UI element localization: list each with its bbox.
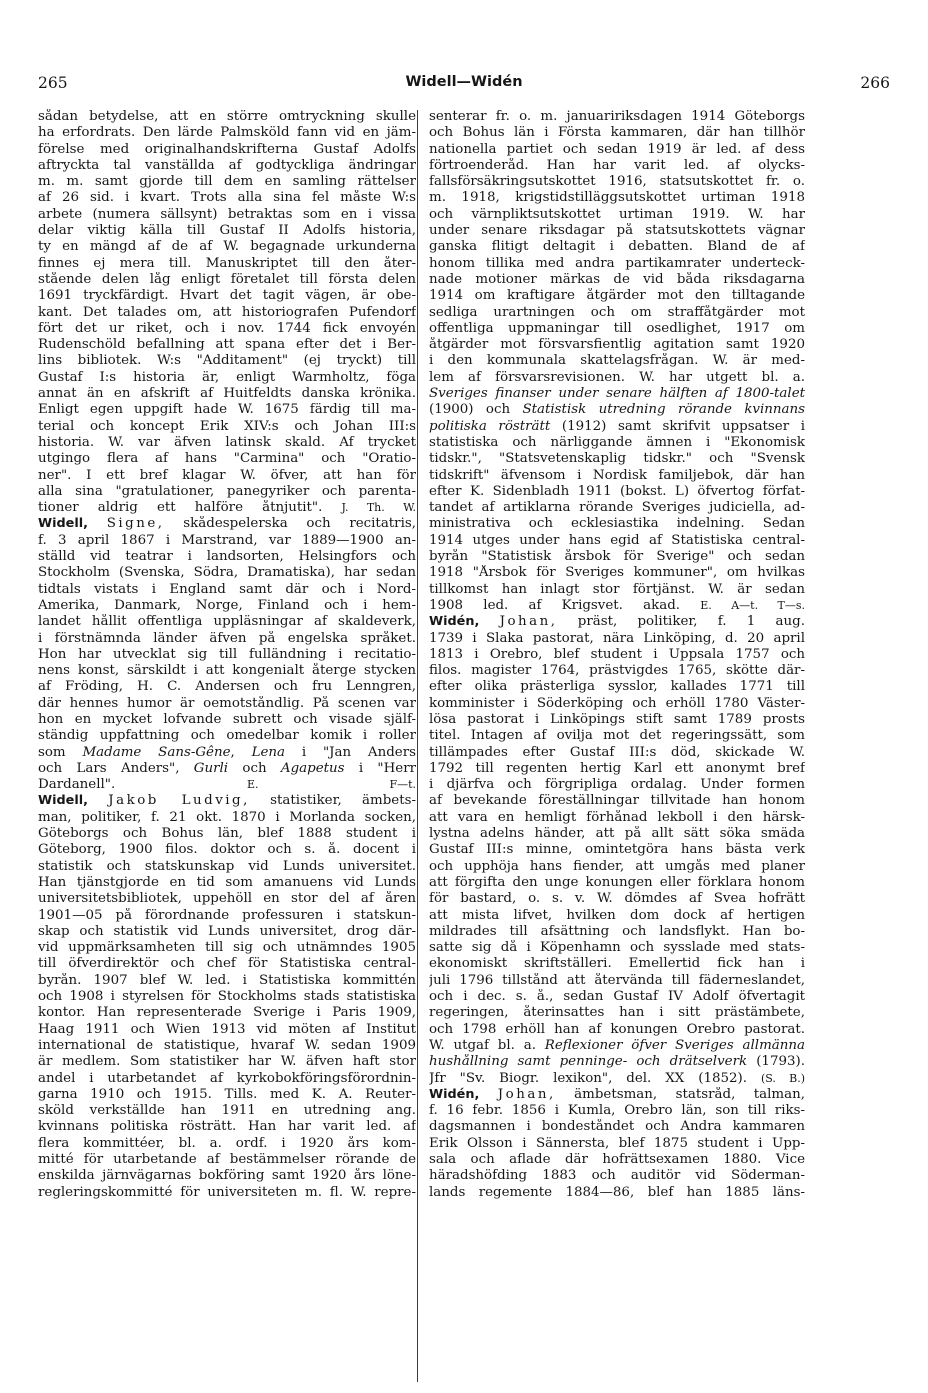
text-fragment: 1908 led. af Krigsvet. akad. (429, 597, 681, 613)
text-line: och i dec. s. å., sedan Gustaf IV Adolf öfvertagit (429, 989, 805, 1005)
italic-text: Sveriges finanser under senare hälften af 1800-talet (429, 386, 805, 402)
text-line: honom tillika med andra partikamrater underteck- (429, 255, 805, 271)
text-line: af 26 sid. i kvart. Trots alla sina fel måste W:s (38, 190, 416, 206)
text-line: landet hållit offentliga uppläsningar af skaldeverk, (38, 614, 416, 630)
page-number-left: 265 (38, 74, 68, 92)
text-line: delar viktig källa till Gustaf II Adolfs historia, (38, 223, 416, 239)
headword: Widell, (38, 516, 88, 532)
text-line: Rudenschöld befallning att spana efter det i Ber- (38, 337, 416, 353)
text-line: sådan betydelse, att en större omtryckning skulle (38, 109, 416, 124)
text-line: regeringen, återinsattes han i sitt prästämbete, (429, 1005, 805, 1021)
text-line: byrån "Statistisk årsbok för Sverige" och sedan (429, 549, 805, 565)
text-line: Gustaf III:s minne, omintetgöra hans bästa verk (429, 842, 805, 858)
text-line: ständig uppfattning och omedelbar komik i roller (38, 728, 416, 744)
text-line: 1914 om kraftigare åtgärder mot den tilltagande (429, 288, 805, 304)
entry-first-line: Widén, Johan, ämbetsman, statsråd, talman, (429, 1086, 805, 1102)
text-line: att vara en hemligt förhånad lekboll i den härsk- (429, 809, 805, 825)
text-line: efter olika prästerliga sysslor, kallades 1771 till (429, 679, 805, 695)
text-fragment: tioner aldrig ett halföre åtnjutit". (38, 500, 323, 516)
text-line: mitté för utarbetande af bestämmelser rörande de (38, 1152, 416, 1167)
text-line: aftryckta tal vanställda af godtyckliga ändringar (38, 157, 416, 173)
text-line: Erik Olsson i Sännersta, blef 1875 student i Upp- (429, 1135, 805, 1151)
text-line: till öfverdirektör och chef för Statistiska central- (38, 956, 416, 972)
headword: Widén, (429, 1086, 480, 1102)
text-line: kvinnans politiska rösträtt. Han har varit led. af (38, 1119, 416, 1135)
text-line: i djärfva och förgripliga ordalag. Under formen (429, 777, 805, 793)
text-line: vid uppmärksamheten till sig och utnämndes 1905 (38, 940, 416, 956)
text-line: m. m. samt gjorde till dem en samling rättelser (38, 174, 416, 190)
text-line: tidskrift" äfvensom i Nordisk familjebok, där han (429, 467, 805, 483)
author-signature: E. F—t. (246, 778, 416, 792)
text-line: man, politiker, f. 21 okt. 1870 i Morlanda socken, (38, 809, 416, 825)
headword-given-name: Johan, (499, 614, 558, 630)
text-line: fallsförsäkringsutskottet 1916, statsutskottet fr. o. (429, 174, 805, 190)
text-line: m. 1918, krigstidstilläggsutskottet urtiman 1918 (429, 190, 805, 206)
text-line: tandet af artiklarna rörande Sveriges judiciella, ad- (429, 500, 805, 516)
text-fragment: Dardanell". (38, 777, 116, 793)
headword: Widén, (429, 614, 480, 630)
text-line: finnes ej mera till. Manuskriptet till den åter- (38, 255, 416, 271)
text-line: stående delen låg enligt företalet till första delen (38, 271, 416, 287)
author-signature: E. A—t. T—s. (700, 598, 805, 612)
text-line-italic-titles: (1900) och Statistisk utredning rörande kvinnans (429, 402, 805, 418)
text-line: international de statistique, hvaraf W. sedan 1909 (38, 1037, 416, 1053)
text-line: lem af försvarsrevisionen. W. har utgett bl. a. (429, 369, 805, 385)
text-line: åtgärder mot försvarsfientlig agitation samt 1920 (429, 337, 805, 353)
text-line: f. 3 april 1867 i Marstrand, var 1889—1900 an- (38, 532, 416, 548)
text-line: historia. W. var äfven latinsk skald. Af trycket (38, 434, 416, 450)
text-line: förelse med originalhandskrifterna Gustaf Adolfs (38, 141, 416, 157)
text-line: ekonomiskt skriftställeri. Emellertid fick han i (429, 956, 805, 972)
text-line-italic-titles: politiska rösträtt (1912) samt skrifvit uppsatser i (429, 418, 805, 434)
text-line: och upphöja hans fiender, att umgås med planer (429, 858, 805, 874)
text-line: senterar fr. o. m. januaririksdagen 1914 Göteborgs (429, 109, 805, 124)
text-line: 1691 tryckfärdigt. Hvart det tagit vägen, är obe- (38, 288, 416, 304)
text-line: skap och statistik vid Lunds universitet, drog där- (38, 923, 416, 939)
text-line: lands regemente 1884—86, blef han 1885 läns- (429, 1184, 805, 1200)
headword-given-name: Johan, (497, 1086, 556, 1102)
headword-given-name: Jakob Ludvig, (108, 793, 250, 809)
text-line: statistik och statskunskap vid Lunds universitet. (38, 858, 416, 874)
text-line: ner". I ett bref klagar W. öfver, att han för (38, 467, 416, 483)
text-line: och värnpliktsutskottet urtiman 1919. W. har (429, 206, 805, 222)
text-line: och 1798 erhöll han af konungen Örebro pastorat. (429, 1021, 805, 1037)
text-line: kontor. Han representerade Sverige i Paris 1909, (38, 1005, 416, 1021)
text-line: Stockholm (Svenska, Södra, Dramatiska), har sedan (38, 565, 416, 581)
text-line: 1813 i Örebro, blef student i Uppsala 1757 och (429, 646, 805, 662)
text-line-italic-title (429, 386, 805, 402)
text-line: lystna adelns händer, att på allt sätt söka smäda (429, 826, 805, 842)
page-number-right: 266 (860, 74, 890, 92)
text-line: 1918 "Årsbok för Sveriges kommuner", om hvilkas (429, 565, 805, 581)
text-line: komminister i Söderköping och erhöll 1780 Väster- (429, 695, 805, 711)
text-line: statistiska och närliggande ämnen i "Ekonomisk (429, 434, 805, 450)
text-line: för bastard, o. s. v. W. dömdes af Svea hofrätt (429, 891, 805, 907)
text-line: sedliga urartningen och om straffåtgärder mot (429, 304, 805, 320)
entry-first-line: Widell, Signe, skådespelerska och recitatris, (38, 516, 416, 532)
text-line: f. 16 febr. 1856 i Kumla, Örebro län, son till riks- (429, 1103, 805, 1119)
left-column (38, 109, 416, 1201)
text-line: och 1908 i styrelsen för Stockholms stads statistiska (38, 989, 416, 1005)
text-line: juli 1796 tillstånd att återvända till fäderneslandet, (429, 972, 805, 988)
text-line-with-signature (429, 598, 805, 614)
text-line-italic-titles: och Lars Anders", Gurli och Agapetus i "Herr (38, 760, 416, 776)
text-line-with-signature (429, 1071, 805, 1087)
text-line: 1914 utges under hans egid af Statistiska central- (429, 532, 805, 548)
running-title: Widell—Widén (405, 74, 523, 90)
text-line: ministrativa och ecklesiastika indelning. Sedan (429, 516, 805, 532)
text-line: enskilda järnvägarnas bokföring samt 1920 års löne- (38, 1168, 416, 1184)
text-line: alla sina "gratulationer, panegyriker och parenta- (38, 483, 416, 499)
text-line: filos. magister 1764, prästvigdes 1765, skötte där- (429, 663, 805, 679)
author-signature: J. Th. W. (341, 501, 416, 515)
text-fragment: Jfr "Sv. Biogr. lexikon", del. XX (1852). (429, 1070, 748, 1086)
text-line-italic-title: W. utgaf bl. a. Reflexioner öfver Sveriges allmänna (429, 1037, 805, 1053)
text-line: Göteborgs och Bohus län, blef 1888 student i (38, 826, 416, 842)
text-line: är medlem. Som statistiker har W. äfven haft stor (38, 1054, 416, 1070)
text-line: af bevekande föreställningar tillvitade han honom (429, 793, 805, 809)
text-line: offentliga uppmaningar till osedlighet, 1917 om (429, 320, 805, 336)
text-line: universitetsbibliotek, uppehöll en stor del af åren (38, 891, 416, 907)
text-line-italic-titles: som Madame Sans-Gêne, Lena i "Jan Anders (38, 744, 416, 760)
text-line: fört det ur riket, och i nov. 1744 fick envoyén (38, 320, 416, 336)
text-line: 1901—05 på förordnande professuren i statskun- (38, 907, 416, 923)
text-line: utgingo flera af hans "Carmina" och "Oratio- (38, 451, 416, 467)
text-line: Haag 1911 och Wien 1913 vid möten af Institut (38, 1021, 416, 1037)
text-line: af Fröding, H. C. Andersen och fru Lenngren, (38, 679, 416, 695)
text-line-italic-title: hushållning samt penninge- och drätselverk (1793). (429, 1054, 805, 1070)
text-line: där hennes humor är oemotståndlig. På scenen var (38, 695, 416, 711)
text-line: nade motioner märkas de vid båda riksdagarna (429, 271, 805, 287)
text-line: ställd vid teatrar i landsorten, Helsingfors och (38, 549, 416, 565)
text-line: Amerika, Danmark, Norge, Finland och i hem- (38, 597, 416, 613)
text-line: tidskr.", "Statsvetenskaplig tidskr." och "Svensk (429, 451, 805, 467)
text-line: nationella partiet och sedan 1919 är led. af dess (429, 141, 805, 157)
text-line: byrån. 1907 blef W. led. i Statistiska kommittén (38, 972, 416, 988)
text-line: titel. Intagen af ovilja mot det regeringssätt, som (429, 728, 805, 744)
text-line: kant. Det talades om, att historiografen Pufendorf (38, 304, 416, 320)
headword: Widell, (38, 793, 88, 809)
text-line: flera kommittéer, bl. a. ordf. i 1920 års kom- (38, 1135, 416, 1151)
text-line: mildrades till afsättning och landsflykt. Han bo- (429, 923, 805, 939)
text-line: arbete (numera sällsynt) betraktas som en i vissa (38, 206, 416, 222)
text-line-with-signature (38, 777, 416, 793)
text-line: hon en mycket lofvande subrett och visade själf- (38, 711, 416, 727)
text-line: terial och koncept Erik XIV:s och Johan III:s (38, 418, 416, 434)
text-line: efter K. Sidenbladh 1911 (bokst. L) öfvertog förfat- (429, 483, 805, 499)
text-line: tillämpades efter Gustaf III:s död, skickade W. (429, 744, 805, 760)
text-line: nens konst, särskildt i att kongenialt återge stycken (38, 663, 416, 679)
author-signature: (S. B.) (761, 1071, 805, 1085)
text-line: i den kommunala skattelagsfrågan. W. är med- (429, 353, 805, 369)
right-column (429, 109, 805, 1201)
text-line-with-signature (38, 500, 416, 516)
text-line: satte sig då i Köpenhamn och sysslade med stats- (429, 940, 805, 956)
text-line: regleringskommitté för universiteten m. fl. W. repre- (38, 1184, 416, 1200)
text-line: i förstnämnda länder äfven på engelska språket. (38, 630, 416, 646)
text-line: Hon har utvecklat sig till fulländning i recitatio- (38, 646, 416, 662)
entry-first-line: Widell, Jakob Ludvig, statistiker, ämbets- (38, 793, 416, 809)
text-line: att förgifta den unge konungen eller förklara honom (429, 874, 805, 890)
text-line: Gustaf I:s historia är, enligt Warmholtz, föga (38, 369, 416, 385)
text-line: 1792 till regenten hertig Karl ett anonymt bref (429, 760, 805, 776)
text-line: lösa pastorat i Linköpings stift samt 1789 prosts (429, 711, 805, 727)
text-line: ha erfordrats. Den lärde Palmsköld fann vid en jäm- (38, 125, 416, 141)
text-line: dagsmannen i bondeståndet och Andra kammaren (429, 1119, 805, 1135)
text-line: andel i utarbetandet af kyrkobokföringsförordnin- (38, 1070, 416, 1086)
text-line: förtroenderåd. Han har varit led. af olycks- (429, 157, 805, 173)
text-line: Göteborg, 1900 filos. doktor och s. å. docent i (38, 842, 416, 858)
text-line: lins bibliotek. W:s "Additament" (ej tryckt) till (38, 353, 416, 369)
entry-first-line: Widén, Johan, präst, politiker, f. 1 aug. (429, 614, 805, 630)
text-line: tillkomst han inlagt stor förtjänst. W. är sedan (429, 581, 805, 597)
text-line: garna 1910 och 1915. Tills. med K. A. Reuter- (38, 1086, 416, 1102)
text-line: ty en mängd af de af W. begagnade urkunderna (38, 239, 416, 255)
column-divider (417, 110, 418, 1382)
text-line: 1739 i Slaka pastorat, nära Linköping, d. 20 april (429, 630, 805, 646)
text-line: att mista lifvet, hvilken dom dock af hertigen (429, 907, 805, 923)
page-header (38, 74, 890, 96)
text-line: Enligt egen uppgift hade W. 1675 färdig till ma- (38, 402, 416, 418)
text-line: under senare riksdagar på statsutskottets vägnar (429, 223, 805, 239)
text-line: häradshöfding 1883 och auditör vid Söderman- (429, 1168, 805, 1184)
text-line: sköld verkställde han 1911 en utredning ang. (38, 1103, 416, 1119)
headword-given-name: Signe, (106, 516, 165, 532)
text-line: tidtals vistats i England samt där och i Nord- (38, 581, 416, 597)
text-line: annat än en afskrift af Huitfeldts danska krönika. (38, 386, 416, 402)
text-line: Han tjänstgjorde en tid som amanuens vid Lunds (38, 874, 416, 890)
text-line: ganska flitigt deltagit i debatten. Bland de af (429, 239, 805, 255)
text-line: sala och aflade där hofrättsexamen 1880. Vice (429, 1152, 805, 1167)
text-line: och Bohus län i Första kammaren, där han tillhör (429, 125, 805, 141)
